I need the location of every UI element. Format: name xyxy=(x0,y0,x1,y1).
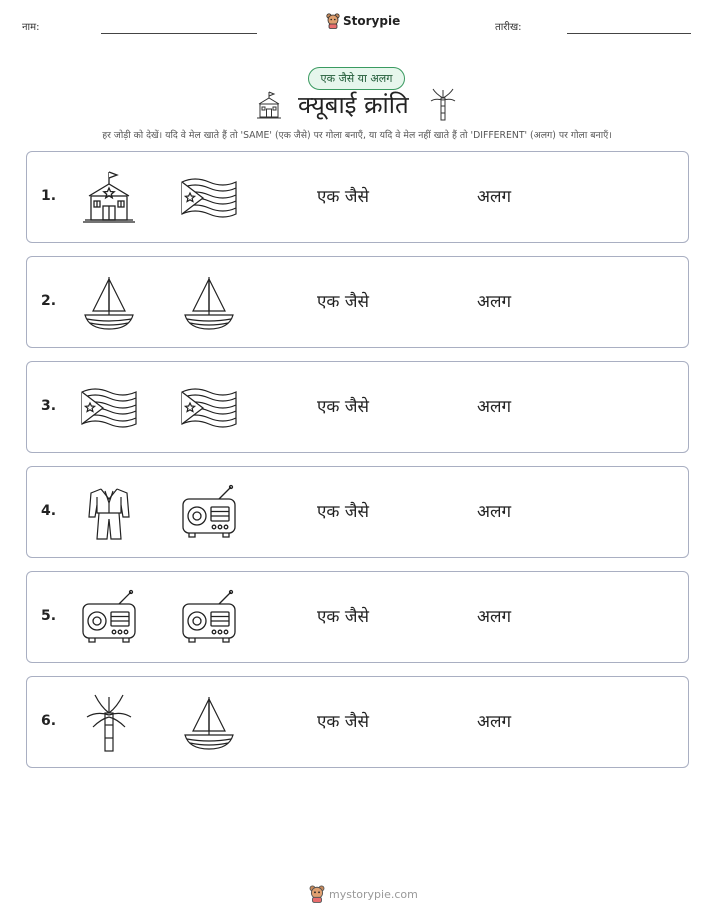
flag-icon xyxy=(179,378,239,438)
footer xyxy=(309,885,418,903)
sugarcane-icon xyxy=(430,88,456,122)
sugarcane-icon xyxy=(79,693,139,753)
boat-icon xyxy=(179,693,239,753)
different-option[interactable]: अलग xyxy=(477,292,512,312)
school-icon xyxy=(79,168,139,228)
pair-row-2 xyxy=(26,256,689,348)
pair-row-4 xyxy=(26,466,689,558)
radio-icon xyxy=(179,483,239,543)
same-option[interactable]: एक जैसे xyxy=(317,292,369,312)
different-option[interactable]: अलग xyxy=(477,502,512,522)
flag-icon xyxy=(179,168,239,228)
name-line[interactable] xyxy=(101,33,257,34)
pair-row-5 xyxy=(26,571,689,663)
brand-logo xyxy=(326,13,400,29)
date-label: तारीख: xyxy=(495,22,522,33)
flag-icon xyxy=(79,378,139,438)
radio-icon xyxy=(179,588,239,648)
pair-row-3 xyxy=(26,361,689,453)
row-number: 6. xyxy=(41,713,57,729)
date-line[interactable] xyxy=(567,33,691,34)
footer-url[interactable]: mystorypie.com xyxy=(329,887,418,901)
instructions: हर जोड़ी को देखें। यदि वे मेल खाते हैं तो 'SAME' (एक जैसे) पर गोला बनाएँ, या यदि वे मेल नहीं खाते हैं तो 'DIFFERENT' (अलग) पर गोला बनाएँ। xyxy=(102,130,612,141)
row-number: 3. xyxy=(41,398,57,414)
brand-name: Storypie xyxy=(343,14,401,28)
row-number: 1. xyxy=(41,188,57,204)
different-option[interactable]: अलग xyxy=(477,397,512,417)
row-number: 2. xyxy=(41,293,57,309)
different-option[interactable]: अलग xyxy=(477,712,512,732)
same-option[interactable]: एक जैसे xyxy=(317,397,369,417)
row-number: 5. xyxy=(41,608,57,624)
boat-icon xyxy=(79,273,139,333)
suit-icon xyxy=(79,483,139,543)
boat-icon xyxy=(179,273,239,333)
row-number: 4. xyxy=(41,503,57,519)
same-option[interactable]: एक जैसे xyxy=(317,187,369,207)
activity-badge: एक जैसे या अलग xyxy=(308,67,405,90)
bear-logo-icon xyxy=(309,885,325,903)
page-title: क्यूबाई क्रांति xyxy=(298,91,409,119)
bear-logo-icon xyxy=(326,13,340,29)
same-option[interactable]: एक जैसे xyxy=(317,712,369,732)
different-option[interactable]: अलग xyxy=(477,607,512,627)
pair-row-1 xyxy=(26,151,689,243)
radio-icon xyxy=(79,588,139,648)
same-option[interactable]: एक जैसे xyxy=(317,502,369,522)
name-label: नाम: xyxy=(22,22,40,33)
school-icon xyxy=(255,90,283,120)
different-option[interactable]: अलग xyxy=(477,187,512,207)
same-option[interactable]: एक जैसे xyxy=(317,607,369,627)
pair-row-6 xyxy=(26,676,689,768)
